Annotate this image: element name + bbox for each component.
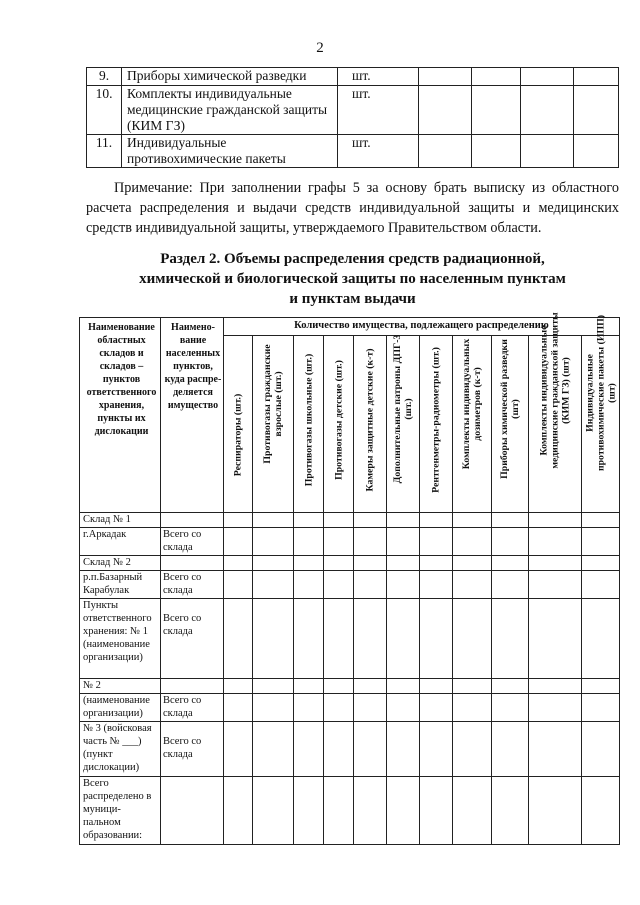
- table-row: [80, 556, 620, 571]
- empty-cell: [294, 513, 324, 528]
- item-header: [324, 336, 354, 513]
- empty-cell: [324, 679, 354, 694]
- empty-cell: [294, 528, 324, 556]
- empty-cell: [324, 722, 354, 777]
- warehouse-column-header: Наименование областных складов и складов – пунктов ответственного хранения, пункты их дислокации: [80, 318, 161, 513]
- item-header-text: Приборы химической разведки (шт): [499, 339, 521, 479]
- empty-cell: [294, 722, 324, 777]
- settlement-cell: [161, 513, 224, 528]
- empty-cell: [354, 722, 387, 777]
- empty-cell: [224, 528, 253, 556]
- empty-cell: [253, 513, 294, 528]
- table-row: [80, 513, 620, 528]
- empty-cell: [492, 777, 529, 845]
- item-header-text: Индивидуальные противохимические пакеты (ИПП) (шт): [584, 314, 617, 472]
- empty-cell: [420, 599, 453, 679]
- item-header-text: Камеры защитные детские (к-т): [364, 348, 376, 492]
- empty-cell: [582, 679, 620, 694]
- empty-cell: [387, 528, 420, 556]
- empty-cell: [492, 528, 529, 556]
- empty-cell: [294, 599, 324, 679]
- empty-cell: [224, 694, 253, 722]
- empty-cell: [354, 694, 387, 722]
- empty-cell: [294, 679, 324, 694]
- empty-cell: [521, 86, 574, 135]
- table-row: [80, 777, 620, 845]
- empty-cell: [294, 777, 324, 845]
- item-header: [453, 336, 492, 513]
- row-number: 11.: [87, 135, 122, 168]
- empty-cell: [354, 679, 387, 694]
- empty-cell: [324, 694, 354, 722]
- settlement-column-header: Наимено- вание населенных пунктов, куда распре- деляется имущество: [161, 318, 224, 513]
- item-header: [224, 336, 253, 513]
- empty-cell: [420, 694, 453, 722]
- item-unit: шт.: [338, 86, 419, 135]
- empty-cell: [472, 135, 521, 168]
- empty-cell: [529, 599, 582, 679]
- empty-cell: [582, 528, 620, 556]
- item-unit: шт.: [338, 68, 419, 86]
- empty-cell: [387, 599, 420, 679]
- item-header: [294, 336, 324, 513]
- empty-cell: [492, 556, 529, 571]
- empty-cell: [354, 599, 387, 679]
- item-name: Индивидуальные противохимические пакеты: [122, 135, 338, 168]
- settlement-cell: Всего со склада: [161, 571, 224, 599]
- empty-cell: [224, 679, 253, 694]
- item-header: [253, 336, 294, 513]
- item-header: [582, 314, 620, 513]
- empty-cell: [324, 556, 354, 571]
- empty-cell: [521, 68, 574, 86]
- table-row: [80, 722, 620, 777]
- item-unit: шт.: [338, 135, 419, 168]
- quantity-group-header: Количество имущества, подлежащего распределению: [224, 318, 620, 336]
- table-row: [87, 86, 619, 135]
- item-header: [354, 336, 387, 513]
- empty-cell: [387, 571, 420, 599]
- warehouse-cell: № 3 (войсковая часть № ___) (пункт дислокации): [80, 722, 161, 777]
- empty-cell: [453, 722, 492, 777]
- empty-cell: [529, 513, 582, 528]
- page-number: 2: [316, 40, 324, 56]
- section-title-line: Раздел 2. Объемы распределения средств радиационной,: [160, 251, 545, 267]
- section-title-line: и пунктам выдачи: [289, 291, 416, 307]
- table-row: [80, 694, 620, 722]
- empty-cell: [453, 694, 492, 722]
- empty-cell: [294, 556, 324, 571]
- empty-cell: [420, 722, 453, 777]
- empty-cell: [521, 135, 574, 168]
- empty-cell: [492, 679, 529, 694]
- empty-cell: [224, 722, 253, 777]
- empty-cell: [324, 513, 354, 528]
- table-row: [87, 135, 619, 168]
- empty-cell: [529, 556, 582, 571]
- warehouse-cell: г.Аркадак: [80, 528, 161, 556]
- row-number: 10.: [87, 86, 122, 135]
- item-header-text: Дополнительные патроны ДПГ-3 (шт.): [392, 334, 414, 484]
- empty-cell: [492, 571, 529, 599]
- empty-cell: [419, 135, 472, 168]
- empty-cell: [453, 571, 492, 599]
- empty-cell: [529, 528, 582, 556]
- settlement-cell: Всего со склада: [161, 528, 224, 556]
- empty-cell: [529, 679, 582, 694]
- empty-cell: [492, 599, 529, 679]
- item-header-text: Комплекты индивидуальные медицинские гражданской защиты (КИМ ГЗ) (шт): [538, 312, 572, 469]
- empty-cell: [582, 599, 620, 679]
- empty-cell: [253, 777, 294, 845]
- empty-cell: [574, 68, 619, 86]
- item-header-text: Рентгенметры-радиометры (шт.): [430, 347, 442, 493]
- empty-cell: [354, 571, 387, 599]
- empty-cell: [420, 513, 453, 528]
- empty-cell: [529, 694, 582, 722]
- item-header-text: Комплекты индивидуальных дозиметров (к-т): [461, 338, 483, 470]
- warehouse-cell: № 2: [80, 679, 161, 694]
- empty-cell: [324, 571, 354, 599]
- empty-cell: [253, 599, 294, 679]
- empty-cell: [492, 722, 529, 777]
- empty-cell: [324, 599, 354, 679]
- empty-cell: [324, 777, 354, 845]
- row-number: 9.: [87, 68, 122, 86]
- table-row: [80, 599, 620, 679]
- warehouse-cell: Склад № 2: [80, 556, 161, 571]
- empty-cell: [354, 556, 387, 571]
- empty-cell: [253, 722, 294, 777]
- empty-cell: [453, 777, 492, 845]
- settlement-cell: Всего со склада: [161, 694, 224, 722]
- table-row: [87, 68, 619, 86]
- item-header-text: Противогазы гражданские взрослые (шт.): [262, 344, 284, 464]
- item-name: Приборы химической разведки: [122, 68, 338, 86]
- empty-cell: [387, 722, 420, 777]
- empty-cell: [253, 679, 294, 694]
- empty-cell: [472, 86, 521, 135]
- empty-cell: [453, 599, 492, 679]
- empty-cell: [582, 513, 620, 528]
- empty-cell: [387, 777, 420, 845]
- section-title-line: химической и биологической защиты по населенным пунктам: [139, 271, 566, 287]
- empty-cell: [387, 513, 420, 528]
- empty-cell: [420, 679, 453, 694]
- empty-cell: [420, 528, 453, 556]
- empty-cell: [582, 722, 620, 777]
- empty-cell: [324, 528, 354, 556]
- empty-cell: [574, 86, 619, 135]
- empty-cell: [472, 68, 521, 86]
- empty-cell: [420, 571, 453, 599]
- table-row: [80, 528, 620, 556]
- item-header: [529, 312, 582, 513]
- empty-cell: [224, 599, 253, 679]
- table-row: [80, 571, 620, 599]
- item-header: [387, 336, 420, 513]
- empty-cell: [453, 556, 492, 571]
- empty-cell: [582, 694, 620, 722]
- empty-cell: [492, 694, 529, 722]
- empty-cell: [492, 513, 529, 528]
- empty-cell: [354, 528, 387, 556]
- item-header-text: Противогазы детские (шт.): [333, 360, 344, 480]
- empty-cell: [582, 571, 620, 599]
- warehouse-cell: Склад № 1: [80, 513, 161, 528]
- warehouse-cell: Всего распределено в муници- пальном образовании:: [80, 777, 161, 845]
- empty-cell: [224, 556, 253, 571]
- item-name: Комплекты индивидуальные медицинские гражданской защиты (КИМ ГЗ): [122, 86, 338, 135]
- item-header-text: Противогазы школьные (шт.): [303, 353, 314, 487]
- warehouse-cell: р.п.Базарный Карабулак: [80, 571, 161, 599]
- empty-cell: [224, 571, 253, 599]
- empty-cell: [582, 777, 620, 845]
- item-header-text: Респираторы (шт.): [232, 393, 244, 477]
- empty-cell: [224, 777, 253, 845]
- empty-cell: [294, 571, 324, 599]
- empty-cell: [387, 679, 420, 694]
- section-title: [86, 249, 619, 309]
- empty-cell: [253, 694, 294, 722]
- warehouse-cell: Пункты ответственного хранения: № 1 (наименование организации): [80, 599, 161, 679]
- warehouse-cell: (наименование организации): [80, 694, 161, 722]
- empty-cell: [224, 513, 253, 528]
- empty-cell: [419, 86, 472, 135]
- empty-cell: [453, 679, 492, 694]
- empty-cell: [420, 556, 453, 571]
- empty-cell: [453, 513, 492, 528]
- empty-cell: [253, 556, 294, 571]
- settlement-cell: [161, 777, 224, 845]
- item-header: [492, 336, 529, 513]
- note-paragraph: Примечание: При заполнении графы 5 за основу брать выписку из областного расчета распределения и выдачи средств индивидуальной защиты и медицинских средств индивидуальной защиты, утверждаемого Правительством области.: [86, 180, 619, 236]
- empty-cell: [253, 571, 294, 599]
- empty-cell: [294, 694, 324, 722]
- empty-cell: [253, 528, 294, 556]
- settlement-cell: Всего со склада: [161, 599, 224, 679]
- empty-cell: [420, 777, 453, 845]
- empty-cell: [387, 556, 420, 571]
- empty-cell: [354, 777, 387, 845]
- table-row: [80, 679, 620, 694]
- empty-cell: [574, 135, 619, 168]
- item-header: [420, 336, 453, 513]
- settlement-cell: [161, 679, 224, 694]
- empty-cell: [529, 722, 582, 777]
- settlement-cell: [161, 556, 224, 571]
- empty-cell: [453, 528, 492, 556]
- empty-cell: [582, 556, 620, 571]
- empty-cell: [529, 777, 582, 845]
- distribution-table: [79, 312, 620, 845]
- empty-cell: [354, 513, 387, 528]
- empty-cell: [387, 694, 420, 722]
- empty-cell: [529, 571, 582, 599]
- empty-cell: [419, 68, 472, 86]
- items-table-continued: [86, 67, 619, 168]
- settlement-cell: Всего со склада: [161, 722, 224, 777]
